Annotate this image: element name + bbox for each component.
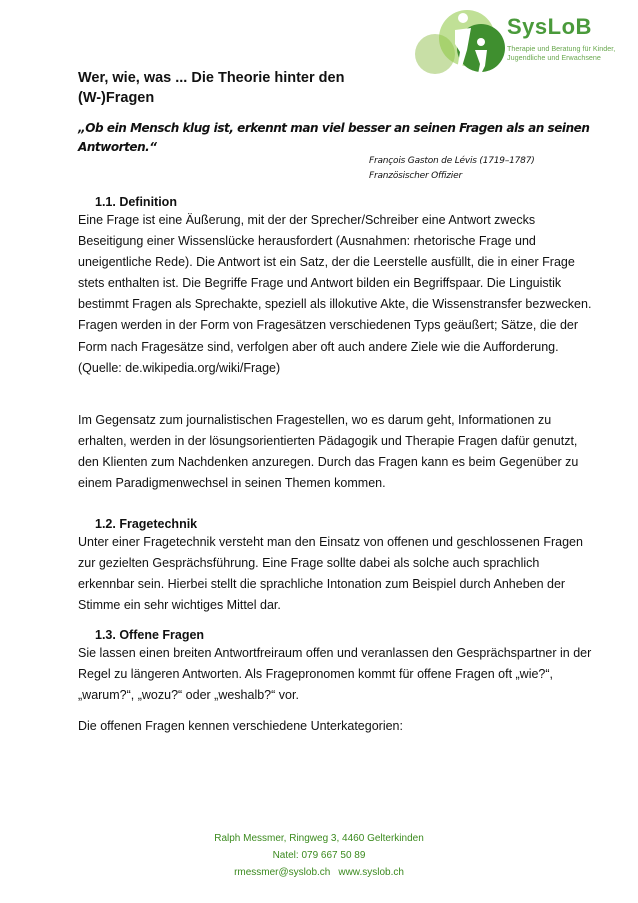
footer-phone: Natel: 079 667 50 89 (272, 850, 366, 861)
paragraph-line: Eine Frage ist eine Äußerung, mit der der Sprecher/Schreiber eine Antwort zwecks (78, 213, 536, 227)
logo-tagline-line: Jugendliche und Erwachsene (507, 53, 601, 62)
intro-paragraph (78, 410, 579, 494)
paragraph-line: uneigentliche Rede). Die Antwort ist ein Satz, der die Leerstelle ausfüllt, die in einer Frage (78, 255, 575, 270)
paragraph-line: Fragen werden in der Form von Fragesätzen verschiedenen Typs geäußert; Sätze, die der (78, 318, 579, 333)
paragraph-line: Beseitigung einer Wissenslücke herausfordert (Ausnahmen: rhetorische Frage und (78, 234, 536, 249)
paragraph-line: Sie lassen einen breiten Antwortfreiraum offen und veranlassen den Gesprächspartner in der (78, 646, 592, 660)
attribution-line: Französischer Offizier (369, 171, 462, 181)
fragetechnik-paragraph (78, 532, 583, 616)
quote-line: „Ob ein Mensch klug ist, erkennt man viel besser an seinen Fragen als an seinen (78, 121, 590, 135)
paragraph-line: erhalten, werden in der lösungsorientierten Pädagogik und Therapie Fragen dafür genutzt, (78, 434, 578, 449)
paragraph-line: den Klienten zum Nachdenken anzuregen. Durch das Fragen kann es beim Gegenüber zu (78, 455, 579, 470)
definition-paragraph (78, 210, 592, 379)
paragraph-line: „warum?“, „wozu?“ oder „weshalb?“ vor. (78, 688, 299, 703)
logo-name: SysLoB (507, 14, 592, 39)
syslob-logo (415, 8, 635, 78)
paragraph-line: einem Paradigmenwechsel in seinen Themen kommen. (78, 476, 386, 491)
paragraph-line: bestimmt Fragen als Sprechakte, speziell als illokutive Akte, die Wissenstransfer bezwecken. (78, 297, 592, 312)
paragraph-line: Stimme ein sehr wichtiges Mittel dar. (78, 598, 281, 613)
footer-website-link[interactable]: www.syslob.ch (338, 867, 404, 878)
logo-emblem-icon (415, 8, 510, 78)
footer-contact (0, 864, 638, 881)
paragraph-line: Im Gegensatz zum journalistischen Fragestellen, wo es darum geht, Informationen zu (78, 413, 552, 427)
paragraph-line: erkennbar sein. Hierbei stellt die sprachliche Intonation zum Beispiel durch Anheben der (78, 577, 566, 592)
footer-address: Ralph Messmer, Ringweg 3, 4460 Gelterkinden (214, 833, 424, 844)
quote-attribution (369, 154, 535, 184)
paragraph-line: Unter einer Fragetechnik versteht man den Einsatz von offenen und geschlossenen Fragen (78, 535, 583, 549)
offene-fragen-paragraph (78, 643, 592, 706)
footer-email-link[interactable]: rmessmer@syslob.ch (234, 867, 331, 878)
page-title (78, 68, 398, 108)
attribution-line: François Gaston de Lévis (1719–1787) (369, 156, 535, 166)
paragraph-line: stets enthalten ist. Die Begriffe Frage und Antwort bilden ein Begriffspaar. Die Linguistik (78, 276, 562, 291)
title-line: Wer, wie, was ... Die Theorie hinter den (78, 70, 345, 86)
paragraph-line: Form nach Fragesätze sind, verfolgen aber oft auch andere Ziele wie die Aufforderung. (78, 339, 559, 354)
page-footer (0, 830, 638, 881)
paragraph-line: Die offenen Fragen kennen verschiedene Unterkategorien: (78, 719, 403, 733)
paragraph-line: Regel zu längeren Antworten. Als Fragepronomen kommt für offene Fragen oft „wie?“, (78, 667, 554, 682)
heading-definition: 1.1. Definition (95, 195, 177, 209)
logo-tagline-line: Therapie und Beratung für Kinder, (507, 44, 616, 53)
paragraph-line: (Quelle: de.wikipedia.org/wiki/Frage) (78, 360, 281, 375)
title-line: (W-)Fragen (78, 90, 155, 106)
paragraph-line: zur gezielten Gesprächsführung. Eine Frage sollte dabei als solche auch sprachlich (78, 556, 540, 571)
quote-line: Antworten.“ (78, 140, 157, 154)
quote (78, 119, 590, 157)
offene-fragen-closing (78, 716, 568, 737)
heading-offene-fragen: 1.3. Offene Fragen (95, 628, 205, 642)
heading-fragetechnik: 1.2. Fragetechnik (95, 517, 198, 531)
logo-tagline (507, 44, 637, 62)
